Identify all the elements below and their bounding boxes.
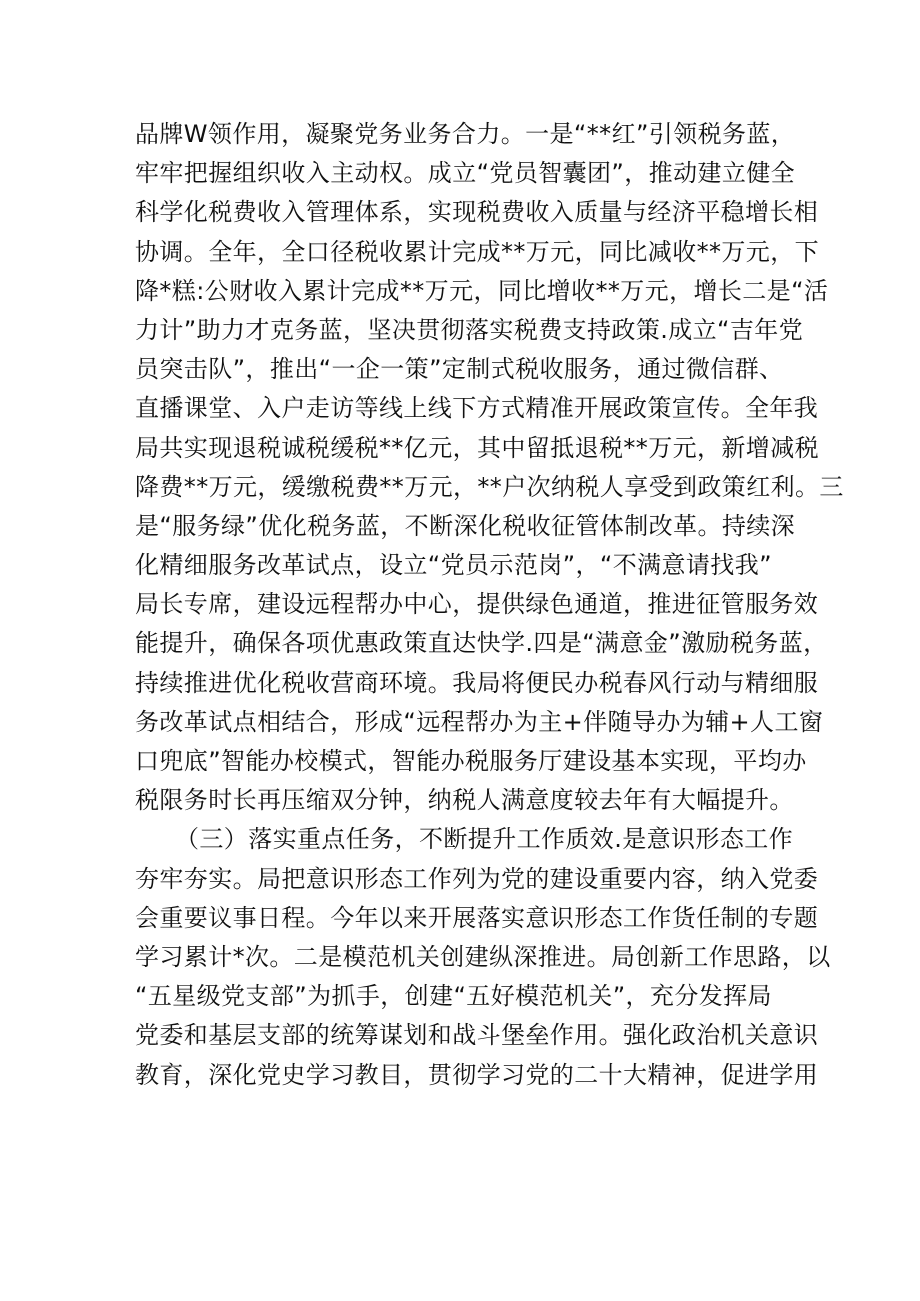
text-line: 科学化税费收入管理体系，实现税费收入质量与经济平稳增长相: [135, 198, 819, 227]
text-line: 税限务时长再压缩双分钟，纳税人满意度较去年有大幅提升。: [135, 786, 794, 815]
text-line: 学习累计*次。二是模范机关创建纵深推进。局创新工作思路，以: [135, 942, 831, 971]
text-line: 党委和基层支部的统筹谋划和战斗堡垒作用。强化政治机关意识: [135, 1021, 819, 1050]
text-line: 降费**万元，缓缴税费**万元，**户次纳税人享受到政策红利。三: [135, 472, 844, 501]
text-line: 协调。全年，全口径税收累计完成**万元，同比减收**万元，下: [135, 237, 819, 266]
document-body: [135, 115, 844, 1095]
text-line: 会重要议事日程。今年以来开展落实意识形态工作货任制的专题: [135, 903, 819, 932]
text-line: 教育，深化党史学习教目，贯彻学习党的二十大精神，促进学用: [135, 1060, 819, 1089]
text-line: 力计”助力才克务蓝，坚决贯彻落实税费支持政策.成立“吉年党: [135, 315, 804, 344]
text-line: 员突击队”，推出“一企一策”定制式税收服务，通过微信群、: [135, 355, 784, 384]
text-line: 品牌W领作用，凝聚党务业务合力。一是“**红”引领税务蓝，: [135, 120, 796, 148]
section-heading-line: （三）落实重点任务，不断提升工作质效.是意识形态工作: [175, 825, 794, 854]
text-line: “五星级党支部”为抓手，创建“五好模范机关”，充分发挥局: [135, 982, 772, 1011]
text-line: 是“服务绿”优化税务蓝，不断深化税收征管体制改革。持续深: [135, 511, 796, 540]
text-line: 化精细服务改革试点，设立“党员示范岗”，“不满意请找我”: [135, 551, 772, 580]
text-line: 能提升，确保各项优惠政策直达快学.四是“满意金”激励税务蓝，: [135, 629, 828, 658]
text-line: 局共实现退税诚税缓税**亿元，其中留抵退税**万元，新增减税: [135, 433, 819, 462]
text-line: 牢牢把握组织收入主动权。成立“党员智囊团”，推动建立健全: [135, 159, 796, 188]
text-line: 夯牢夯实。局把意识形态工作列为党的建设重要内容，纳入党委: [135, 864, 819, 893]
text-line: 局长专席，建设远程帮办中心，提供绿色通道，推进征管服务效: [135, 590, 819, 619]
text-line: 直播课堂、入户走访等线上线下方式精准开展政策宣传。全年我: [135, 394, 819, 423]
text-line: 口兜底”智能办校模式，智能办税服务厅建设基本实现，平均办: [135, 747, 807, 775]
text-line: 持续推进优化税收营商环境。我局将便民办税春风行动与精细服: [135, 668, 819, 697]
text-line: 降*糕:公财收入累计完成**万元，同比增收**万元，增长二是“活: [135, 276, 829, 305]
text-line: 务改革试点相结合，形成“远程帮办为主+伴随导办为辅+人工窗: [135, 707, 824, 736]
